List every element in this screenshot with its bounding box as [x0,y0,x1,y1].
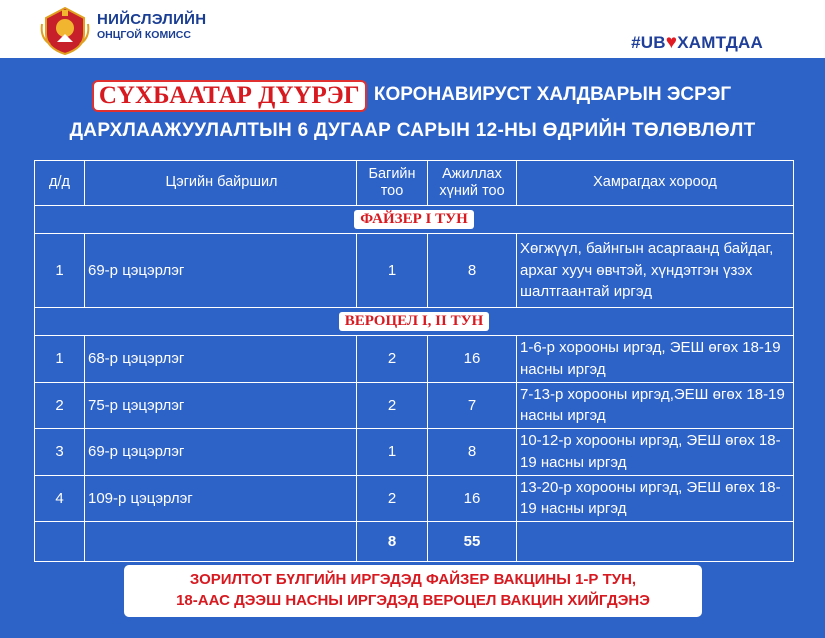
hashtag-suffix: ХАМТДАА [677,33,763,52]
header-teams: Багийн тоо [357,161,428,206]
row-coverage: 10-12-р хорооны иргэд, ЭЕШ өгөх 18-19 насны иргэд [517,429,794,476]
row-teams: 1 [357,429,428,476]
header-bar [0,0,825,60]
row-location: 75-р цэцэрлэг [85,382,357,429]
row-coverage: 7-13-р хорооны иргэд,ЭЕШ өгөх 18-19 насны иргэд [517,382,794,429]
row-teams: 2 [357,382,428,429]
row-location: 68-р цэцэрлэг [85,336,357,383]
row-coverage: Хөгжүүл, байнгын асаргаанд байдаг, архаг хууч өвчтэй, хүндэтгэн үзэх шалтгаантай иргэд [517,234,794,308]
group-row-pfizer [35,206,794,234]
table-row [35,234,794,308]
heart-icon: ♥ [665,32,678,53]
row-number: 4 [35,475,85,522]
row-people: 7 [428,382,517,429]
row-number: 1 [35,234,85,308]
title-line-1 [0,82,825,110]
header-people: Ажиллах хүний тоо [428,161,517,206]
row-coverage: 1-6-р хорооны иргэд, ЭЕШ өгөх 18-19 насны иргэд [517,336,794,383]
totals-row [35,522,794,562]
row-location: 69-р цэцэрлэг [85,234,357,308]
total-teams: 8 [357,522,428,562]
group-label-verocel: ВЕРОЦЕЛ I, II ТУН [339,312,490,331]
hashtag-prefix: #UB [631,33,666,52]
district-name-badge: СҮХБААТАР ДҮҮРЭГ [94,82,365,110]
row-number: 2 [35,382,85,429]
org-line-1: НИЙСЛЭЛИЙН [97,11,207,28]
row-number: 1 [35,336,85,383]
hashtag-label [631,32,763,54]
title-line-1-text: КОРОНАВИРУСТ ХАЛДВАРЫН ЭСРЭГ [373,84,732,105]
row-people: 16 [428,475,517,522]
row-number: 3 [35,429,85,476]
header-number: д/д [35,161,85,206]
row-people: 8 [428,234,517,308]
city-emblem-icon [40,4,90,56]
table-row [35,475,794,522]
group-row-verocel [35,308,794,336]
row-location: 69-р цэцэрлэг [85,429,357,476]
row-teams: 1 [357,234,428,308]
header-location: Цэгийн байршил [85,161,357,206]
row-teams: 2 [357,336,428,383]
title-line-2: ДАРХЛААЖУУЛАЛТЫН 6 ДУГААР САРЫН 12-НЫ ӨДРИЙН ТӨЛӨВЛӨЛТ [69,120,756,141]
schedule-table [34,160,794,562]
table-row [35,429,794,476]
table-header-row [35,161,794,206]
row-location: 109-р цэцэрлэг [85,475,357,522]
org-line-2: ОНЦГОЙ КОМИСС [97,29,191,41]
group-label-pfizer: ФАЙЗЕР I ТУН [354,210,474,229]
row-people: 16 [428,336,517,383]
row-coverage: 13-20-р хорооны иргэд, ЭЕШ өгөх 18-19 насны иргэд [517,475,794,522]
table-row [35,336,794,383]
table-row [35,382,794,429]
row-teams: 2 [357,475,428,522]
row-people: 8 [428,429,517,476]
footer-line-2: 18-ААС ДЭЭШ НАСНЫ ИРГЭДЭД ВЕРОЦЕЛ ВАКЦИН ХИЙГДЭНЭ [176,592,650,609]
total-people: 55 [428,522,517,562]
footer-notice [124,565,702,617]
header-coverage: Хамрагдах хороод [517,161,794,206]
organization-name [97,12,206,41]
footer-line-1: ЗОРИЛТОТ БҮЛГИЙН ИРГЭДЭД ФАЙЗЕР ВАКЦИНЫ 1-Р ТУН, [189,571,637,588]
